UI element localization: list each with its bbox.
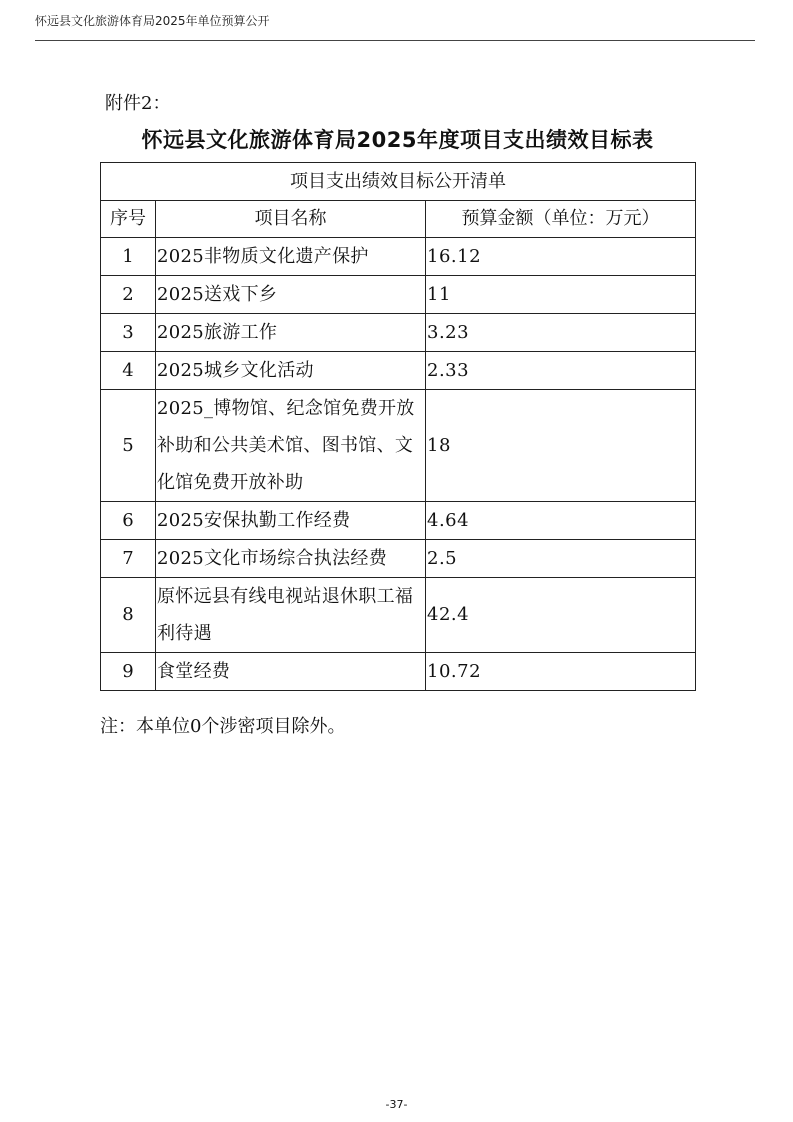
table-row: [101, 653, 696, 691]
table-row: [101, 314, 696, 352]
header-amount: 预算金额（单位：万元）: [426, 201, 696, 238]
row-amount: 2.33: [426, 352, 696, 390]
row-name: 2025旅游工作: [156, 314, 426, 352]
row-index: 9: [101, 653, 156, 691]
page-title: 怀远县文化旅游体育局2025年度项目支出绩效目标表: [141, 128, 654, 152]
row-amount: 3.23: [426, 314, 696, 352]
row-amount: 4.64: [426, 502, 696, 540]
row-index: 6: [101, 502, 156, 540]
row-name: 2025送戏下乡: [156, 276, 426, 314]
running-header: 怀远县文化旅游体育局2025年单位预算公开: [35, 14, 270, 28]
performance-table: [100, 162, 696, 691]
row-index: 8: [101, 578, 156, 653]
row-name: 2025文化市场综合执法经费: [156, 540, 426, 578]
row-amount: 2.5: [426, 540, 696, 578]
header-index: 序号: [101, 201, 156, 238]
row-name: 2025安保执勤工作经费: [156, 502, 426, 540]
row-amount: 18: [426, 390, 696, 502]
page-number: -37-: [385, 1098, 408, 1111]
table-row: [101, 578, 696, 653]
table-header-row: [101, 201, 696, 238]
table-row: [101, 502, 696, 540]
row-name: 原怀远县有线电视站退休职工福利待遇: [156, 578, 426, 653]
header-divider: [35, 40, 755, 41]
table-row: [101, 390, 696, 502]
table-caption: 项目支出绩效目标公开清单: [101, 163, 696, 201]
footnote: 注：本单位0个涉密项目除外。: [100, 716, 346, 737]
row-amount: 11: [426, 276, 696, 314]
row-name: 食堂经费: [156, 653, 426, 691]
table-row: [101, 352, 696, 390]
table-row: [101, 238, 696, 276]
attachment-label: 附件2：: [105, 93, 171, 114]
row-index: 3: [101, 314, 156, 352]
row-index: 4: [101, 352, 156, 390]
row-index: 5: [101, 390, 156, 502]
table-row: [101, 276, 696, 314]
row-index: 2: [101, 276, 156, 314]
row-name: 2025城乡文化活动: [156, 352, 426, 390]
row-index: 1: [101, 238, 156, 276]
header-name: 项目名称: [156, 201, 426, 238]
row-index: 7: [101, 540, 156, 578]
row-amount: 16.12: [426, 238, 696, 276]
table-caption-row: [101, 163, 696, 201]
row-name: 2025非物质文化遗产保护: [156, 238, 426, 276]
row-name: 2025_博物馆、纪念馆免费开放补助和公共美术馆、图书馆、文化馆免费开放补助: [156, 390, 426, 502]
table-row: [101, 540, 696, 578]
row-amount: 10.72: [426, 653, 696, 691]
row-amount: 42.4: [426, 578, 696, 653]
